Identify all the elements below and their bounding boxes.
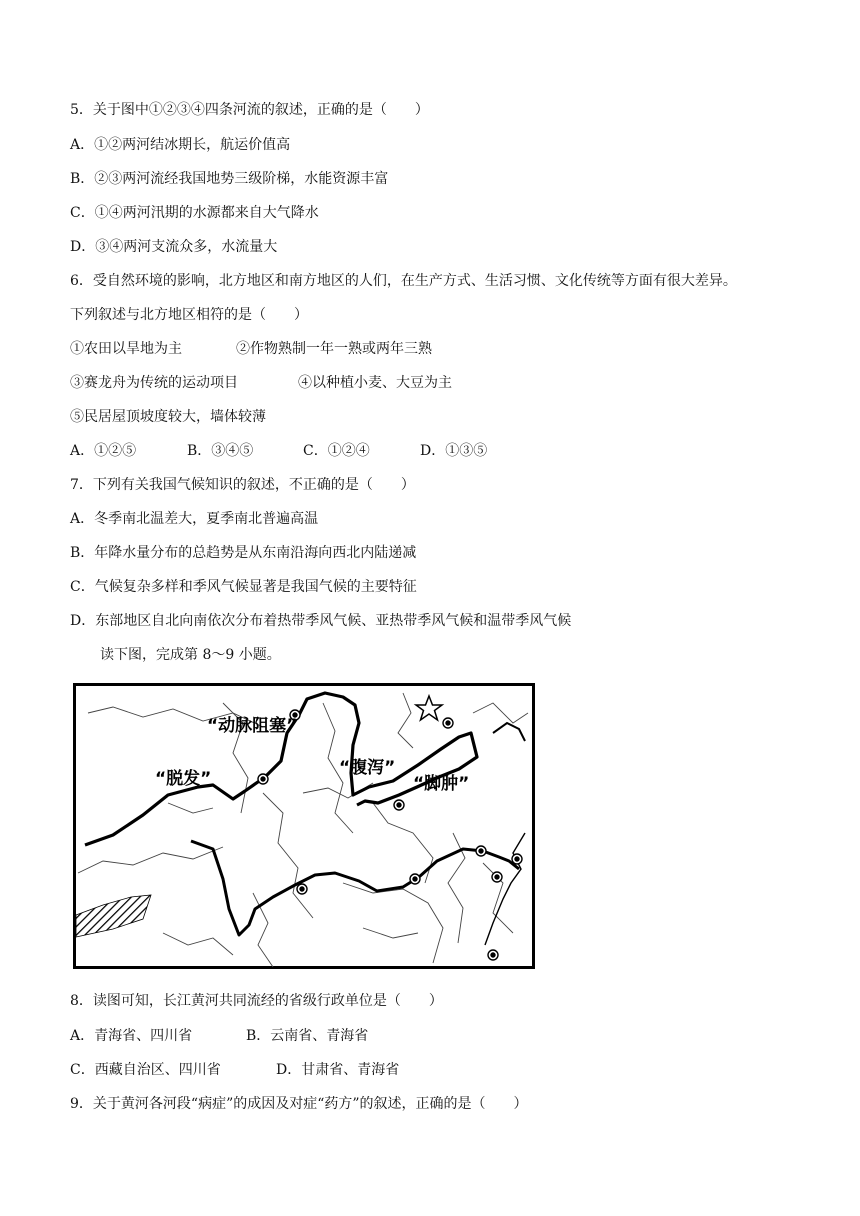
question-6-stem-line2: 下列叙述与北方地区相符的是（ ） — [70, 307, 308, 323]
question-8-option-c: C．西藏自治区、四川省 — [70, 1062, 221, 1078]
question-8-option-b: B．云南省、青海省 — [246, 1028, 369, 1044]
question-7-option-c: C．气候复杂多样和季风气候显著是我国气候的主要特征 — [70, 579, 417, 595]
question-5-option-b: B．②③两河流经我国地势三级阶梯，水能资源丰富 — [70, 171, 389, 187]
map-frame — [75, 685, 534, 968]
question-8-option-a: A．青海省、四川省 — [70, 1028, 193, 1044]
yellow-river-map — [73, 683, 535, 969]
question-7-option-a: A．冬季南北温差大，夏季南北普遍高温 — [70, 511, 319, 527]
question-6-option-d: D．①③⑤ — [420, 443, 488, 459]
question-5-option-a: A．①②两河结冰期长，航运价值高 — [70, 137, 291, 153]
question-7-stem: 7．下列有关我国气候知识的叙述，不正确的是（ ） — [70, 477, 415, 493]
label-artery-blockage: “动脉阻塞” — [207, 716, 298, 736]
statement-2: ②作物熟制一年一熟或两年三熟 — [236, 341, 432, 357]
question-8-stem: 8．读图可知，长江黄河共同流经的省级行政单位是（ ） — [70, 993, 443, 1009]
statement-5: ⑤民居屋顶坡度较大，墙体较薄 — [70, 409, 266, 425]
question-6-option-b: B．③④⑤ — [187, 443, 254, 459]
question-7-option-d: D．东部地区自北向南依次分布着热带季风气候、亚热带季风气候和温带季风气候 — [70, 613, 572, 629]
question-7-option-b: B．年降水量分布的总趋势是从东南沿海向西北内陆递减 — [70, 545, 417, 561]
map-instruction: 读下图，完成第 8～9 小题。 — [100, 647, 281, 663]
statement-1: ①农田以旱地为主 — [70, 341, 182, 357]
question-5-stem: 5．关于图中①②③④四条河流的叙述，正确的是（ ） — [70, 102, 429, 118]
question-8-option-d: D．甘肃省、青海省 — [276, 1062, 400, 1078]
question-5-option-d: D．③④两河支流众多，水流量大 — [70, 239, 278, 255]
map-graphic — [73, 683, 535, 969]
statement-4: ④以种植小麦、大豆为主 — [298, 375, 452, 391]
question-5-option-c: C．①④两河汛期的水源都来自大气降水 — [70, 205, 319, 221]
statement-3: ③赛龙舟为传统的运动项目 — [70, 375, 238, 391]
label-diarrhea: “腹泻” — [339, 758, 396, 778]
question-9-stem: 9．关于黄河各河段“病症”的成因及对症“药方”的叙述，正确的是（ ） — [70, 1096, 528, 1112]
question-6-option-c: C．①②④ — [303, 443, 370, 459]
label-foot-swelling: “脚肿” — [413, 774, 470, 794]
question-6-option-a: A．①②⑤ — [70, 443, 137, 459]
label-hair-loss: “脱发” — [155, 769, 212, 789]
question-6-stem-line1: 6．受自然环境的影响，北方地区和南方地区的人们，在生产方式、生活习惯、文化传统等方面有很大差异。 — [70, 273, 737, 289]
